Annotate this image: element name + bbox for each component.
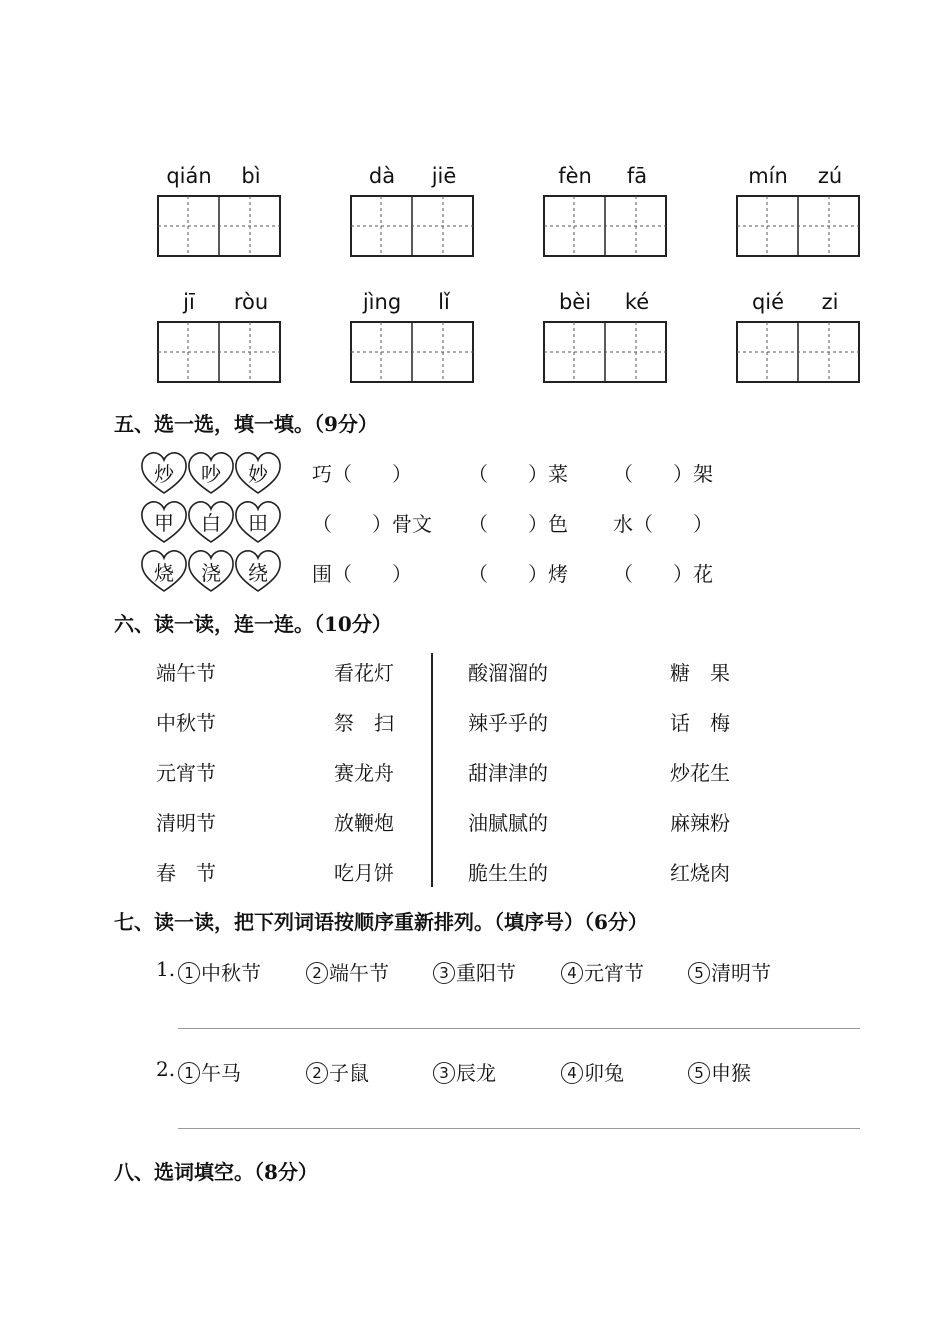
fill-blank-item[interactable]: （ ）色 [468, 512, 568, 536]
pinyin-label [351, 164, 475, 192]
match-item[interactable]: 甜津津的 [468, 761, 548, 785]
heart-char: 吵 [201, 462, 221, 486]
pinyin-label [737, 164, 861, 192]
circled-number: 3 [433, 962, 455, 984]
section8-heading: 八、选词填空。（8分） [114, 1160, 318, 1184]
heart-char: 浇 [201, 561, 221, 585]
option-word: 清明节 [711, 961, 771, 985]
section7-heading: 七、读一读，把下列词语按顺序重新排列。（填序号）（6分） [114, 910, 648, 934]
option-word: 卯兔 [584, 1061, 624, 1085]
pinyin-label [544, 290, 668, 318]
pinyin-syllable: zú [817, 164, 843, 188]
writing-grid[interactable] [350, 195, 474, 257]
order-option [178, 1057, 241, 1086]
match-item[interactable]: 糖 果 [670, 661, 730, 685]
match-item[interactable]: 吃月饼 [334, 861, 394, 885]
match-item[interactable]: 油腻腻的 [468, 811, 548, 835]
writing-grid[interactable] [157, 195, 281, 257]
option-word: 申猴 [711, 1061, 751, 1085]
order-option [306, 957, 389, 986]
match-item[interactable]: 炒花生 [670, 761, 730, 785]
heart-char: 妙 [248, 462, 268, 486]
fill-blank-item[interactable]: 巧（ ） [312, 462, 412, 486]
question-number: 1. [156, 957, 176, 981]
pinyin-label [158, 290, 282, 318]
pinyin-syllable: fèn [558, 164, 592, 188]
order-option [433, 957, 516, 986]
writing-grid[interactable] [543, 195, 667, 257]
pinyin-syllable: dà [368, 164, 396, 188]
pinyin-syllable: ròu [233, 290, 269, 314]
match-item[interactable]: 话 梅 [670, 711, 730, 735]
order-option [561, 1057, 624, 1086]
heart-char: 炒 [154, 462, 174, 486]
pinyin-syllable: qié [751, 290, 785, 314]
fill-blank-item[interactable]: （ ）骨文 [312, 512, 432, 536]
circled-number: 4 [561, 1062, 583, 1084]
circled-number: 5 [688, 962, 710, 984]
match-item[interactable]: 元宵节 [156, 761, 216, 785]
writing-grid[interactable] [543, 321, 667, 383]
option-word: 元宵节 [584, 961, 644, 985]
match-item[interactable]: 红烧肉 [670, 861, 730, 885]
match-item[interactable]: 端午节 [156, 661, 216, 685]
fill-blank-item[interactable]: 围（ ） [312, 562, 412, 586]
pinyin-syllable: jī [183, 290, 195, 314]
pinyin-syllable: jìng [362, 290, 402, 314]
heart-char: 田 [248, 511, 268, 535]
circled-number: 5 [688, 1062, 710, 1084]
option-word: 中秋节 [201, 961, 261, 985]
circled-number: 4 [561, 962, 583, 984]
pinyin-syllable: jiē [431, 164, 457, 188]
match-item[interactable]: 脆生生的 [468, 861, 548, 885]
section5-heading: 五、选一选，填一填。（9分） [114, 412, 378, 436]
match-item[interactable]: 赛龙舟 [334, 761, 394, 785]
option-word: 午马 [201, 1061, 241, 1085]
pinyin-label [158, 164, 282, 192]
order-option [306, 1057, 369, 1086]
pinyin-label [544, 164, 668, 192]
option-word: 重阳节 [456, 961, 516, 985]
pinyin-syllable: zi [821, 290, 839, 314]
circled-number: 2 [306, 962, 328, 984]
match-item[interactable]: 看花灯 [334, 661, 394, 685]
pinyin-label [737, 290, 861, 318]
match-item[interactable]: 中秋节 [156, 711, 216, 735]
answer-line[interactable] [178, 1028, 860, 1029]
heart-char: 烧 [154, 561, 174, 585]
pinyin-syllable: qián [166, 164, 212, 188]
answer-line[interactable] [178, 1128, 860, 1129]
circled-number: 2 [306, 1062, 328, 1084]
circled-number: 1 [178, 962, 200, 984]
option-word: 辰龙 [456, 1061, 496, 1085]
pinyin-syllable: mín [748, 164, 788, 188]
heart-char: 绕 [248, 561, 268, 585]
column-divider [431, 653, 433, 887]
order-option [433, 1057, 496, 1086]
match-item[interactable]: 放鞭炮 [334, 811, 394, 835]
writing-grid[interactable] [736, 321, 860, 383]
match-item[interactable]: 酸溜溜的 [468, 661, 548, 685]
pinyin-label [351, 290, 475, 318]
section6-heading: 六、读一读，连一连。（10分） [114, 612, 392, 636]
match-item[interactable]: 麻辣粉 [670, 811, 730, 835]
heart-char: 甲 [154, 511, 174, 535]
heart-char: 白 [201, 511, 221, 535]
writing-grid[interactable] [736, 195, 860, 257]
fill-blank-item[interactable]: （ ）烤 [468, 562, 568, 586]
order-option [688, 1057, 751, 1086]
pinyin-syllable: ké [624, 290, 650, 314]
match-item[interactable]: 清明节 [156, 811, 216, 835]
fill-blank-item[interactable]: （ ）架 [613, 462, 713, 486]
order-option [561, 957, 644, 986]
question-number: 2. [156, 1057, 176, 1081]
match-item[interactable]: 辣乎乎的 [468, 711, 548, 735]
fill-blank-item[interactable]: （ ）花 [613, 562, 713, 586]
match-item[interactable]: 春 节 [156, 861, 216, 885]
pinyin-syllable: fā [626, 164, 648, 188]
fill-blank-item[interactable]: （ ）菜 [468, 462, 568, 486]
writing-grid[interactable] [157, 321, 281, 383]
order-option [178, 957, 261, 986]
match-item[interactable]: 祭 扫 [334, 711, 394, 735]
circled-number: 3 [433, 1062, 455, 1084]
order-option [688, 957, 771, 986]
writing-grid[interactable] [350, 321, 474, 383]
fill-blank-item[interactable]: 水（ ） [613, 512, 713, 536]
option-word: 子鼠 [329, 1061, 369, 1085]
pinyin-syllable: bì [241, 164, 261, 188]
pinyin-syllable: bèi [558, 290, 592, 314]
circled-number: 1 [178, 1062, 200, 1084]
option-word: 端午节 [329, 961, 389, 985]
pinyin-syllable: lǐ [438, 290, 450, 314]
